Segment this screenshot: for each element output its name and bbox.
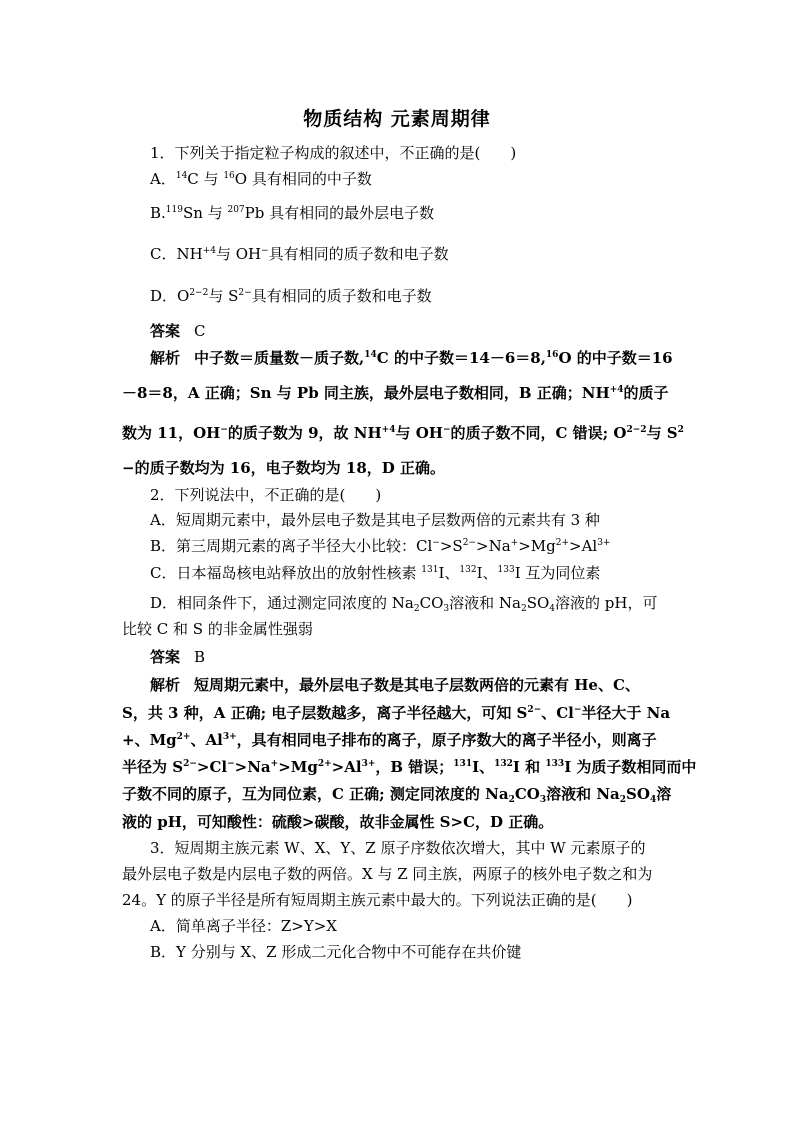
q2-analysis-line-6: 液的 pH，可知酸性：硫酸>碳酸，故非金属性 S>C，D 正确。	[122, 813, 554, 831]
q2-option-a: A．短周期元素中，最外层电子数是其电子层数两倍的元素共有 3 种	[150, 511, 600, 529]
q2-option-d-cont: 比较 C 和 S 的非金属性强弱	[122, 620, 313, 638]
q3-option-b: B．Y 分别与 X、Z 形成二元化合物中不可能存在共价键	[150, 943, 522, 961]
q1-stem: 1．下列关于指定粒子构成的叙述中，不正确的是( )	[150, 144, 517, 162]
q1-option-d: D．$O^{2-2}$与 $S^{2-}$具有相同的质子数和电子数	[150, 287, 432, 305]
q2-option-b: B．第三周期元素的离子半径大小比较：$Cl^->S^{2-}>Na^+>Mg^{2+}>Al^{3+}$	[150, 537, 611, 555]
q1-answer: 答案 C	[150, 322, 206, 340]
q1-option-a: A．$^{14}$C 与 $^{16}$O 具有相同的中子数	[150, 170, 372, 188]
q2-analysis-line-5: 子数不同的原子，互为同位素，C 正确; 测定同浓度的 $Na_2CO_3$溶液和 $Na_2SO_4$溶	[122, 785, 672, 805]
q3-option-a: A．简单离子半径：Z>Y>X	[150, 917, 337, 935]
q2-option-c: C．日本福岛核电站释放出的放射性核素 $^{131}$I、$^{132}$I、$^{133}$I 互为同位素	[150, 564, 601, 582]
q2-option-d: D．相同条件下，通过测定同浓度的 $Na_2CO_3$溶液和 $Na_2SO_4$溶液的 pH，可	[150, 594, 658, 614]
page-title: 物质结构 元素周期律	[303, 108, 491, 130]
q1-analysis-line-4: −的质子数均为 16，电子数均为 18，D 正确。	[122, 459, 445, 477]
q2-analysis-line-2: S，共 3 种，A 正确; 电子层数越多，离子半径越大，可知 $S^{2-}$、Cl−半径大于 Na	[122, 704, 671, 722]
q1-analysis-line-2: －8＝8，A 正确；Sn 与 Pb 同主族，最外层电子数相同，B 正确；$NH^{+4}$的质子	[122, 384, 669, 402]
q3-stem-line-1: 3．短周期主族元素 W、X、Y、Z 原子序数依次增大，其中 W 元素原子的	[150, 839, 646, 857]
q1-analysis-line-1: 解析 中子数＝质量数－质子数,$^{14}$C 的中子数＝14－6＝8,16O 的中子数＝16	[150, 349, 673, 367]
q2-answer: 答案 B	[150, 648, 206, 666]
q1-analysis-line-3: 数为 11，OH−的质子数为 9，故 $NH^{+4}$与 OH−的质子数不同，C 错误; $O^{2-2}$与 $S^2$	[122, 424, 684, 442]
q3-stem-line-3: 24。Y 的原子半径是所有短周期主族元素中最大的。下列说法正确的是( )	[122, 891, 633, 909]
q1-option-b: B.$^{119}$Sn 与 $^{207}$Pb 具有相同的最外层电子数	[150, 204, 435, 222]
q2-analysis-line-3: +、$Mg^{2+}$、$Al^{3+}$，具有相同电子排布的离子，原子序数大的离子半径小，则离子	[122, 731, 657, 749]
q1-option-c: C．$NH^{+4}$与 OH−具有相同的质子数和电子数	[150, 245, 449, 263]
q2-analysis-line-4: 半径为 $S^{2-}>Cl^->Na^+>Mg^{2+}>Al^{3+}$，B 错误；$^{131}$I、$^{132}$I 和 $^{133}$I 为质子数相同而中	[122, 758, 697, 776]
q3-stem-line-2: 最外层电子数是内层电子数的两倍。X 与 Z 同主族，两原子的核外电子数之和为	[122, 865, 653, 883]
q2-analysis-line-1: 解析 短周期元素中，最外层电子数是其电子层数两倍的元素有 He、C、	[150, 676, 640, 694]
q2-stem: 2．下列说法中，不正确的是( )	[150, 486, 382, 504]
